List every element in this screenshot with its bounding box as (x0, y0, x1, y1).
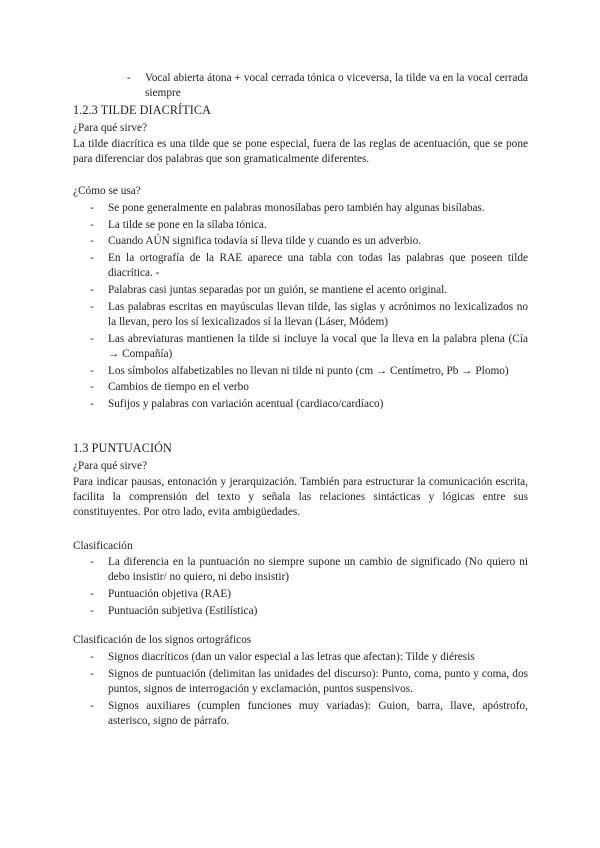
question-purpose: ¿Para qué sirve? (73, 122, 148, 134)
list-item: - Cambios de tiempo en el verbo (90, 380, 528, 395)
question-purpose: ¿Para qué sirve? (73, 460, 148, 472)
list-item: - Los símbolos alfabetizables no llevan ni tilde ni punto (cm → Centímetro, Pb → Plomo) (90, 364, 528, 379)
list-item: - Sufijos y palabras con variación acentual (cardiaco/cardíaco) (90, 397, 528, 412)
list-item: - Puntuación objetiva (RAE) (90, 587, 528, 602)
list-item: - Signos auxiliares (cumplen funciones muy variadas): Guion, barra, llave, apóstrofo, asterisco, signo de párrafo. (90, 699, 528, 729)
list-item: - Cuando AÚN significa todavía sí lleva tilde y cuando es un adverbio. (90, 234, 528, 249)
list-item: - En la ortografía de la RAE aparece una tabla con todas las palabras que poseen tilde diacrítica. - (90, 251, 528, 281)
list-item: - La diferencia en la puntuación no siempre supone un cambio de significado (No quiero ni debo insistir/ no quiero, ni debo insistir) (90, 555, 528, 585)
list-item: - Puntuación subjetiva (Estilística) (90, 604, 528, 619)
intro-bullet-list (127, 71, 528, 103)
list-item: - Se pone generalmente en palabras monosílabas pero también hay algunas bisílabas. (90, 201, 528, 216)
paragraph (73, 475, 528, 521)
list-item: - La tilde se pone en la sílaba tónica. (90, 218, 528, 233)
signos-bullet-list (90, 650, 528, 731)
list-item: - Palabras casi juntas separadas por un guión, se mantiene el acento original. (90, 283, 528, 298)
section-heading-puntuacion: 1.3 PUNTUACIÓN (73, 441, 172, 455)
clasificacion-bullet-list (90, 555, 528, 620)
list-item: - Las palabras escritas en mayúsculas llevan tilde, las siglas y acrónimos no lexicalizados no la llevan, pero los sí lexicalizados sí la llevan (Láser, Módem) (90, 300, 528, 330)
list-item: - Signos diacríticos (dan un valor especial a las letras que afectan): Tilde y diéresis (90, 650, 528, 665)
list-item: - Vocal abierta átona + vocal cerrada tónica o viceversa, la tilde va en la vocal cerrada siempre (127, 71, 528, 101)
list-item: - Las abreviaturas mantienen la tilde si incluye la vocal que la lleva en la palabra plena (Cía → Compañía) (90, 332, 528, 362)
question-usage: ¿Cómo se usa? (73, 185, 141, 197)
paragraph-text: La tilde diacrítica es una tilde que se pone especial, fuera de las reglas de acentuación, que se pone para diferenciar dos palabras que son gramaticalmente diferentes. (73, 138, 528, 166)
list-item: - Signos de puntuación (delimitan las unidades del discurso): Punto, coma, punto y coma, dos puntos, signos de interrogación y exclamación, puntos suspensivos. (90, 667, 528, 697)
subheading-signos: Clasificación de los signos ortográficos (73, 634, 252, 646)
paragraph-text: Para indicar pausas, entonación y jerarquización. También para estructurar la comunicación escrita, facilita la comprensión del texto y señala las relaciones sintácticas y lógicas entre sus constituyentes. Por otro lado, evita ambigüedades. (73, 476, 528, 519)
subheading-clasificacion: Clasificación (73, 540, 133, 552)
usage-bullet-list (90, 201, 528, 414)
section-heading-tilde: 1.2.3 TILDE DIACRÍTICA (73, 103, 212, 117)
paragraph (73, 137, 528, 167)
